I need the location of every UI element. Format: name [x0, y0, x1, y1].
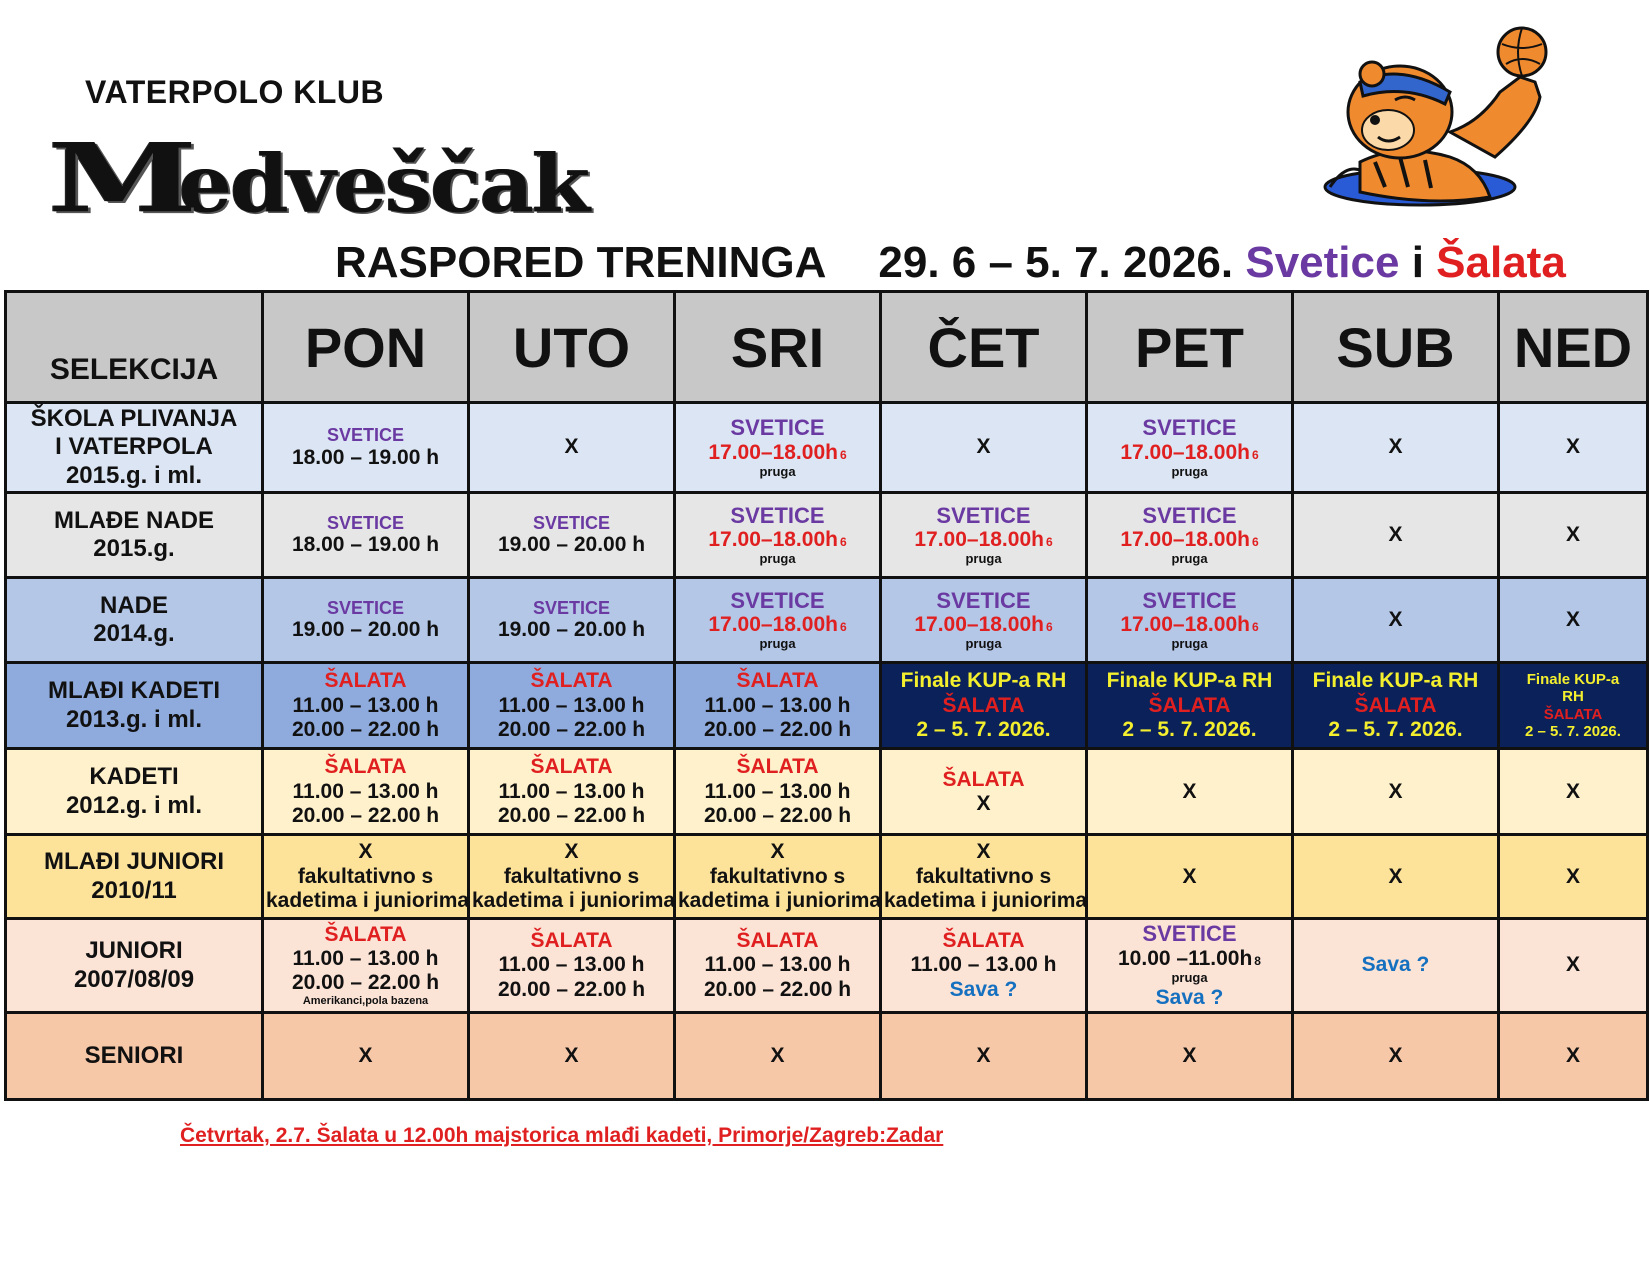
cell-line: Finale KUP-a RH — [900, 669, 1067, 693]
cell-line: SVETICE — [1142, 587, 1237, 613]
schedule-cell — [263, 749, 469, 835]
schedule-cell — [1293, 403, 1499, 493]
cell-line: 17.00–18.00h 6 — [708, 613, 847, 637]
cell-line: 11.00 – 13.00 h — [704, 693, 851, 717]
cell-line: X — [1388, 523, 1403, 546]
schedule-cell — [1293, 663, 1499, 749]
cell-line: X — [1565, 1043, 1580, 1067]
schedule-cell — [881, 578, 1087, 663]
lane-number: 6 — [839, 447, 847, 462]
row-label — [6, 578, 263, 663]
schedule-cell — [675, 663, 881, 749]
schedule-cell — [881, 1012, 1087, 1099]
cell-line: 20.00 – 22.00 h — [291, 803, 440, 827]
cell-line: X — [976, 840, 991, 864]
row-label-line: KADETI — [89, 763, 179, 791]
schedule-cell — [675, 749, 881, 835]
cell-line: 2 – 5. 7. 2026. — [1328, 717, 1463, 741]
cell-line: Finale KUP-a RH — [1106, 669, 1273, 693]
row-label-line: 2015.g. — [93, 535, 175, 563]
schedule-cell — [881, 835, 1087, 919]
cell-line: ŠALATA — [942, 693, 1025, 717]
cell-line: X — [1388, 864, 1403, 888]
cell-line: kadetima i juniorima — [472, 888, 676, 912]
schedule-cell — [1087, 1012, 1293, 1099]
cell-line: ŠALATA — [736, 755, 819, 779]
cell-line: 20.00 – 22.00 h — [703, 977, 852, 1001]
schedule-cell — [1499, 919, 1648, 1013]
cell-line: ŠALATA — [736, 669, 819, 693]
schedule-cell — [1087, 835, 1293, 919]
schedule-cell — [263, 663, 469, 749]
schedule-cell — [1087, 749, 1293, 835]
cell-line: 19.00 – 20.00 h — [497, 618, 646, 642]
lane-number: 6 — [1251, 620, 1259, 635]
schedule-cell — [1499, 403, 1648, 493]
schedule-row — [6, 835, 1648, 919]
bear-waterpolo-mascot-icon — [1300, 12, 1590, 212]
schedule-cell — [1087, 578, 1293, 663]
cell-line: 11.00 – 13.00 h — [292, 947, 439, 971]
cell-line: ŠALATA — [942, 929, 1025, 953]
header-selekcija: SELEKCIJA — [6, 292, 263, 403]
cell-line: 2 – 5. 7. 2026. — [1525, 722, 1621, 740]
schedule-cell — [469, 835, 675, 919]
schedule-cell — [263, 919, 469, 1013]
schedule-cell — [1087, 403, 1293, 493]
cell-line: X — [1565, 953, 1580, 977]
header-day-uto: UTO — [469, 292, 675, 403]
cell-line: X — [770, 1043, 785, 1067]
cell-line: pruga — [965, 636, 1002, 652]
title-location-salata: Šalata — [1436, 238, 1566, 287]
cell-line: fakultativno s — [503, 864, 640, 888]
row-label-line: NADE — [99, 591, 168, 619]
lane-number: 8 — [1254, 953, 1261, 968]
cell-line: ŠALATA — [530, 929, 613, 953]
row-label — [6, 1012, 263, 1099]
row-label — [6, 493, 263, 578]
cell-line: 10.00 –11.00h 8 — [1118, 946, 1261, 970]
schedule-cell — [1293, 919, 1499, 1013]
schedule-cell — [881, 403, 1087, 493]
row-label — [6, 663, 263, 749]
header-day-pon: PON — [263, 292, 469, 403]
schedule-cell — [469, 403, 675, 493]
schedule-cell — [263, 403, 469, 493]
schedule-cell — [1293, 749, 1499, 835]
cell-line: ŠALATA — [1543, 705, 1603, 723]
schedule-cell — [881, 749, 1087, 835]
row-label-line: 2010/11 — [91, 876, 177, 904]
row-label-line: 2007/08/09 — [73, 965, 195, 993]
page-title — [335, 238, 1566, 288]
cell-line: SVETICE — [326, 425, 405, 446]
cell-line: X — [1565, 523, 1580, 546]
cell-line: X — [564, 840, 579, 864]
header-day-sri: SRI — [675, 292, 881, 403]
cell-line: X — [976, 435, 991, 459]
cell-line: pruga — [759, 636, 796, 652]
cell-line: SVETICE — [1142, 502, 1237, 528]
lane-number: 6 — [1251, 447, 1259, 462]
schedule-cell — [469, 749, 675, 835]
row-label-line: JUNIORI — [85, 937, 183, 965]
schedule-cell — [675, 493, 881, 578]
schedule-row — [6, 663, 1648, 749]
schedule-cell — [1293, 835, 1499, 919]
cell-line: SVETICE — [532, 597, 611, 618]
row-label-line: MLAĐE NADE — [54, 506, 214, 534]
schedule-header-row — [6, 292, 1648, 403]
cell-line: kadetima i juniorima — [884, 888, 1088, 912]
cell-line: SVETICE — [326, 597, 405, 618]
schedule-cell — [1499, 663, 1648, 749]
cell-line: ŠALATA — [530, 669, 613, 693]
row-label — [6, 749, 263, 835]
schedule-row — [6, 919, 1648, 1013]
cell-line: 19.00 – 20.00 h — [497, 533, 646, 557]
cell-line: SVETICE — [1142, 415, 1237, 441]
schedule-row — [6, 749, 1648, 835]
cell-line: Finale KUP-a RH — [1312, 669, 1479, 693]
cell-line: 18.00 – 19.00 h — [291, 445, 440, 469]
cell-line: X — [1388, 1043, 1403, 1067]
schedule-cell — [263, 578, 469, 663]
cell-line: X — [1388, 779, 1403, 803]
header-day-sub: SUB — [1293, 292, 1499, 403]
cell-line: SVETICE — [532, 512, 611, 533]
cell-line: Sava ? — [1361, 953, 1430, 977]
cell-line: X — [1182, 779, 1197, 803]
schedule-cell — [469, 493, 675, 578]
row-label-line: MLAĐI JUNIORI — [44, 848, 224, 876]
cell-line: Sava ? — [949, 977, 1018, 1001]
schedule-cell — [1499, 1012, 1648, 1099]
cell-line: 11.00 – 13.00 h — [498, 779, 645, 803]
cell-line: 17.00–18.00h 6 — [708, 440, 847, 464]
cell-line: 17.00–18.00h 6 — [1120, 528, 1259, 552]
cell-line: 11.00 – 13.00 h — [292, 779, 439, 803]
schedule-cell — [1293, 1012, 1499, 1099]
cell-line: 18.00 – 19.00 h — [291, 533, 440, 557]
cell-line: X — [1388, 608, 1403, 632]
cell-line: 20.00 – 22.00 h — [291, 717, 440, 741]
cell-line: RH — [1562, 688, 1584, 706]
cell-line: fakultativno s — [915, 864, 1052, 888]
schedule-cell — [1499, 493, 1648, 578]
row-label-line: MLAĐI KADETI — [48, 677, 220, 705]
cell-line: 2 – 5. 7. 2026. — [1122, 717, 1257, 741]
schedule-cell — [881, 493, 1087, 578]
cell-line: 20.00 – 22.00 h — [291, 971, 440, 995]
schedule-cell — [881, 663, 1087, 749]
schedule-cell — [469, 663, 675, 749]
row-label-line: 2014.g. — [93, 620, 175, 648]
lane-number: 6 — [1045, 535, 1053, 550]
schedule-cell — [1499, 749, 1648, 835]
cell-line: 11.00 – 13.00 h — [704, 953, 851, 977]
cell-line: SVETICE — [730, 587, 825, 613]
cell-line: X — [1388, 435, 1403, 459]
cell-line: pruga — [759, 463, 796, 479]
cell-line: X — [770, 840, 785, 864]
row-label-line: SENIORI — [84, 1041, 184, 1069]
cell-line: ŠALATA — [1354, 693, 1437, 717]
schedule-row — [6, 403, 1648, 493]
cell-line: 17.00–18.00h 6 — [708, 528, 847, 552]
cell-line: Amerikanci,pola bazena — [302, 995, 429, 1008]
schedule-cell — [1293, 493, 1499, 578]
schedule-row — [6, 1012, 1648, 1099]
training-schedule-table — [4, 290, 1649, 1101]
schedule-cell — [1087, 663, 1293, 749]
schedule-cell — [469, 1012, 675, 1099]
cell-line: 11.00 – 13.00 h — [704, 779, 851, 803]
schedule-cell — [1499, 578, 1648, 663]
row-label — [6, 403, 263, 493]
row-label-line: I VATERPOLA — [55, 433, 213, 461]
cell-line: fakultativno s — [709, 864, 846, 888]
cell-line: ŠALATA — [942, 767, 1025, 791]
cell-line: SVETICE — [326, 512, 405, 533]
row-label-line: 2012.g. i ml. — [65, 791, 203, 819]
schedule-cell — [1499, 835, 1648, 919]
cell-line: ŠALATA — [324, 669, 407, 693]
cell-line: X — [976, 791, 991, 815]
cell-line: ŠALATA — [1148, 693, 1231, 717]
schedule-cell — [263, 493, 469, 578]
cell-line: pruga — [1171, 463, 1208, 479]
header-day-cet: ČET — [881, 292, 1087, 403]
schedule-cell — [1087, 493, 1293, 578]
cell-line: 19.00 – 20.00 h — [291, 618, 440, 642]
cell-line: 17.00–18.00h 6 — [914, 613, 1053, 637]
cell-line: SVETICE — [1142, 921, 1237, 947]
cell-line: SVETICE — [936, 587, 1031, 613]
row-label-line: 2015.g. i ml. — [65, 461, 203, 489]
cell-line: Finale KUP-a — [1526, 671, 1620, 689]
title-main: RASPORED TRENINGA — [335, 238, 827, 287]
cell-line: SVETICE — [936, 502, 1031, 528]
lane-number: 6 — [839, 535, 847, 550]
schedule-cell — [1087, 919, 1293, 1013]
cell-line: fakultativno s — [297, 864, 434, 888]
cell-line: X — [1565, 435, 1580, 459]
cell-line: ŠALATA — [324, 755, 407, 779]
schedule-cell — [263, 1012, 469, 1099]
cell-line: 11.00 – 13.00 h — [910, 953, 1057, 977]
cell-line: X — [1565, 608, 1580, 632]
cell-line: kadetima i juniorima — [678, 888, 882, 912]
cell-line: pruga — [1171, 969, 1208, 985]
cell-line: 11.00 – 13.00 h — [498, 953, 645, 977]
header-day-pet: PET — [1087, 292, 1293, 403]
cell-line: 17.00–18.00h 6 — [914, 528, 1053, 552]
cell-line: 20.00 – 22.00 h — [703, 717, 852, 741]
lane-number: 6 — [1045, 620, 1053, 635]
cell-line: X — [564, 435, 579, 459]
cell-line: pruga — [759, 551, 796, 567]
schedule-cell — [469, 919, 675, 1013]
cell-line: 2 – 5. 7. 2026. — [916, 717, 1051, 741]
cell-line: 20.00 – 22.00 h — [497, 717, 646, 741]
title-dates: 29. 6 – 5. 7. 2026. — [878, 238, 1234, 287]
schedule-cell — [675, 578, 881, 663]
schedule-cell — [675, 919, 881, 1013]
cell-line: X — [358, 1043, 373, 1067]
title-connector: i — [1411, 238, 1424, 287]
cell-line: X — [1182, 864, 1197, 888]
cell-line: 20.00 – 22.00 h — [497, 977, 646, 1001]
schedule-cell — [675, 1012, 881, 1099]
cell-line: ŠALATA — [736, 929, 819, 953]
cell-line: pruga — [1171, 551, 1208, 567]
cell-line: Sava ? — [1155, 985, 1224, 1009]
lane-number: 6 — [839, 620, 847, 635]
cell-line: SVETICE — [730, 415, 825, 441]
cell-line: X — [1182, 1043, 1197, 1067]
cell-line: X — [564, 1043, 579, 1067]
club-name: VATERPOLO KLUB — [85, 74, 385, 110]
footer-note: Četvrtak, 2.7. Šalata u 12.00h majstorica mlađi kadeti, Primorje/Zagreb:Zadar — [180, 1124, 944, 1147]
schedule-cell — [1293, 578, 1499, 663]
schedule-cell — [263, 835, 469, 919]
schedule-row — [6, 578, 1648, 663]
cell-line: X — [1565, 779, 1580, 803]
cell-line: 11.00 – 13.00 h — [292, 693, 439, 717]
schedule-cell — [675, 403, 881, 493]
cell-line: pruga — [965, 551, 1002, 567]
cell-line: ŠALATA — [324, 922, 407, 946]
cell-line: SVETICE — [730, 502, 825, 528]
lane-number: 6 — [1251, 535, 1259, 550]
cell-line: 17.00–18.00h 6 — [1120, 440, 1259, 464]
row-label — [6, 919, 263, 1013]
cell-line: pruga — [1171, 636, 1208, 652]
cell-line: X — [1565, 864, 1580, 888]
cell-line: 17.00–18.00h 6 — [1120, 613, 1259, 637]
row-label — [6, 835, 263, 919]
cell-line: kadetima i juniorima — [266, 888, 470, 912]
cell-line: 11.00 – 13.00 h — [498, 693, 645, 717]
cell-line: X — [976, 1043, 991, 1067]
schedule-cell — [675, 835, 881, 919]
title-location-svetice: Svetice — [1245, 238, 1400, 287]
schedule-cell — [881, 919, 1087, 1013]
schedule-cell — [469, 578, 675, 663]
club-logo-wordmark: Medveščak — [48, 121, 589, 235]
row-label-line: ŠKOLA PLIVANJA — [30, 405, 238, 433]
cell-line: X — [358, 840, 373, 864]
schedule-row — [6, 493, 1648, 578]
header-day-ned: NED — [1499, 292, 1648, 403]
cell-line: ŠALATA — [530, 755, 613, 779]
row-label-line: 2013.g. i ml. — [65, 705, 203, 733]
cell-line: 20.00 – 22.00 h — [703, 803, 852, 827]
cell-line: 20.00 – 22.00 h — [497, 803, 646, 827]
